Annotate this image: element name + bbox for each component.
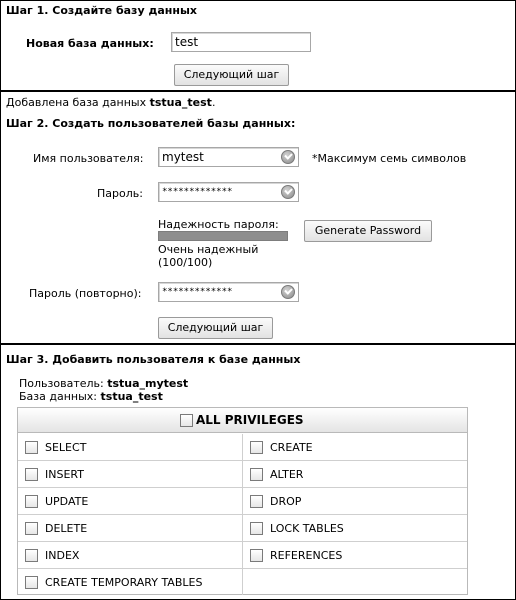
status-suffix: .	[211, 96, 216, 109]
privilege-checkbox[interactable]	[250, 522, 263, 535]
privilege-row	[18, 515, 467, 542]
password-input[interactable]	[158, 182, 299, 202]
privilege-checkbox[interactable]	[250, 441, 263, 454]
divider-2	[1, 343, 515, 345]
privilege-label: INDEX	[45, 549, 80, 562]
privilege-checkbox[interactable]	[25, 441, 38, 454]
privileges-table	[17, 407, 468, 595]
privilege-label: UPDATE	[45, 495, 89, 508]
privilege-row	[18, 461, 467, 488]
privilege-label: CREATE TEMPORARY TABLES	[45, 576, 203, 589]
username-input[interactable]	[158, 147, 299, 167]
password-strength-bar	[158, 231, 288, 241]
privilege-checkbox[interactable]	[250, 549, 263, 562]
db-label: База данных:	[19, 390, 101, 403]
step1-title: Шаг 1. Создайте базу данных	[6, 4, 197, 17]
new-db-input[interactable]: test	[171, 32, 311, 52]
user-label: Пользователь:	[19, 377, 108, 390]
strength-label: Надежность пароля:	[158, 218, 279, 231]
strength-score: (100/100)	[158, 256, 213, 269]
privileges-header	[18, 408, 467, 433]
username-value: mytest	[162, 150, 204, 164]
privilege-label: INSERT	[45, 468, 84, 481]
password-label: Пароль:	[97, 187, 143, 200]
check-icon	[281, 150, 295, 164]
password-repeat-input[interactable]	[158, 282, 299, 302]
username-note: *Максимум семь символов	[312, 152, 467, 165]
password-value: *************	[162, 187, 233, 197]
privilege-checkbox[interactable]	[25, 522, 38, 535]
generate-password-button[interactable]: Generate Password	[304, 220, 432, 242]
db-value: tstua_test	[100, 390, 163, 403]
privilege-checkbox[interactable]	[250, 468, 263, 481]
privilege-row	[18, 434, 467, 461]
step2-title: Шаг 2. Создать пользователей базы данных:	[6, 117, 296, 130]
privilege-label: REFERENCES	[270, 549, 343, 562]
step3-title: Шаг 3. Добавить пользователя к базе данных	[6, 353, 301, 366]
check-icon	[281, 285, 295, 299]
strength-text: Очень надежный	[158, 243, 259, 256]
privilege-checkbox[interactable]	[25, 495, 38, 508]
all-privileges-label: ALL PRIVILEGES	[196, 413, 304, 427]
privilege-row	[18, 488, 467, 515]
privilege-checkbox[interactable]	[25, 576, 38, 589]
privilege-label: ALTER	[270, 468, 304, 481]
divider-1	[1, 90, 515, 92]
status-db-name: tstua_test	[149, 96, 212, 109]
user-value: tstua_mytest	[107, 377, 189, 390]
password-repeat-label: Пароль (повторно):	[29, 287, 142, 300]
status-prefix: Добавлена база данных	[6, 96, 150, 109]
privilege-checkbox[interactable]	[25, 468, 38, 481]
step3-db	[19, 390, 163, 403]
privilege-row	[18, 542, 467, 569]
password-repeat-value: *************	[162, 287, 233, 297]
step3-user	[19, 377, 188, 390]
privilege-label: DROP	[270, 495, 302, 508]
privilege-checkbox[interactable]	[250, 495, 263, 508]
step1-next-button[interactable]: Следующий шаг	[174, 64, 289, 86]
privilege-label: DELETE	[45, 522, 88, 535]
db-added-status	[6, 96, 215, 109]
privilege-checkbox[interactable]	[25, 549, 38, 562]
privilege-label: CREATE	[270, 441, 313, 454]
username-label: Имя пользователя:	[33, 152, 144, 165]
privilege-row	[18, 569, 467, 596]
privilege-label: LOCK TABLES	[270, 522, 344, 535]
check-icon	[281, 185, 295, 199]
privilege-label: SELECT	[45, 441, 87, 454]
all-privileges-checkbox[interactable]	[180, 414, 193, 427]
step2-next-button[interactable]: Следующий шаг	[158, 317, 273, 339]
new-db-label: Новая база данных:	[26, 37, 154, 50]
